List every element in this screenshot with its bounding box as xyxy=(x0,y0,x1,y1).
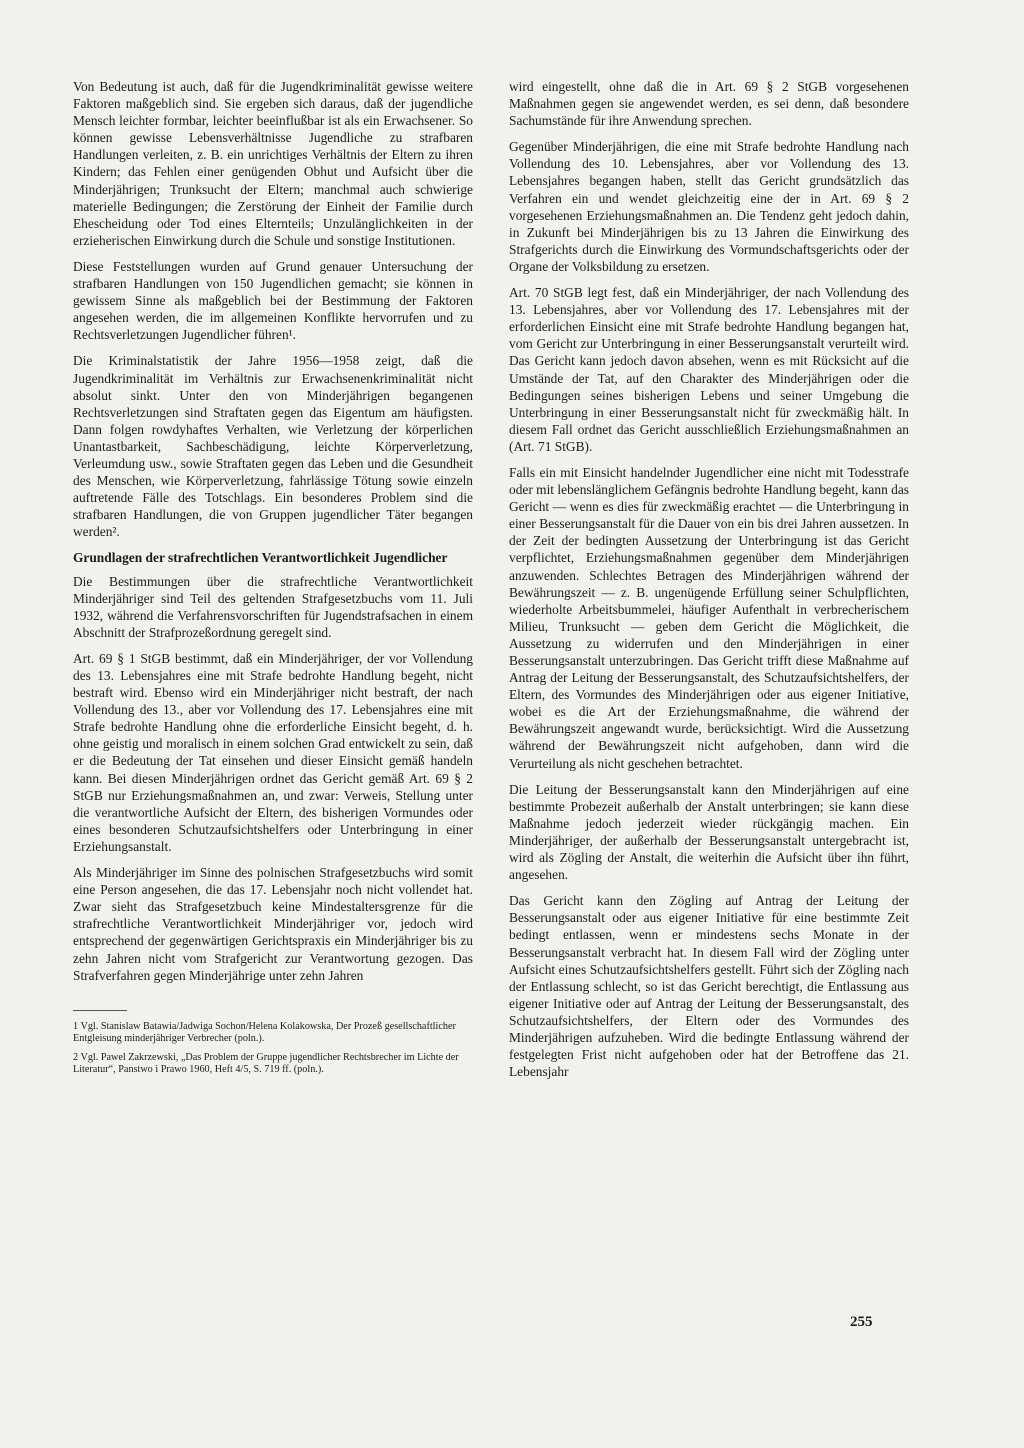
paragraph: Die Kriminalstatistik der Jahre 1956—1958 zeigt, daß die Jugendkriminalität im Verhältnis zur Erwachsenenkriminalität nicht absolut sinkt. Unter den von Minderjährigen begangenen Rechtsverletzungen sind Straftaten gegen das Eigentum am häufigsten. Dann folgen rowdyhaftes Verhalten, wie Verletzung der körperlichen Unantastbarkeit, Sachbeschädigung, leichte Körperverletzung, Verleumdung usw., sowie Straftaten gegen das Leben und die Gesundheit des Menschen, wie Körperverletzung, fahrlässige Tötung sowie einzeln auftretende Fälle des Totschlags. Ein besonderes Problem sind die strafbaren Handlungen, die von Gruppen jugendlicher Täter begangen werden². xyxy=(73,353,473,540)
paragraph: Als Minderjähriger im Sinne des polnischen Strafgesetzbuchs wird somit eine Person angesehen, die das 17. Lebensjahr noch nicht vollendet hat. Zwar sieht das Strafgesetzbuch keine Mindestaltersgrenze für die strafrechtliche Verantwortlichkeit Minderjähriger vor, jedoch wird entsprechend der gegenwärtigen Gerichtspraxis ein Minderjähriger bis zu zehn Jahren nicht vom Strafgericht zur Verantwortung gezogen. Das Strafverfahren gegen Minderjährige unter zehn Jahren xyxy=(73,865,473,983)
right-column xyxy=(509,78,909,1089)
left-column xyxy=(73,78,473,1083)
paragraph: Die Bestimmungen über die strafrechtliche Verantwortlichkeit Minderjähriger sind Teil des geltenden Strafgesetzbuchs vom 11. Juli 1932, während die Verfahrensvorschriften für Jugendstrafsachen in einem Abschnitt der Strafprozeßordnung geregelt sind. xyxy=(73,573,473,640)
paragraph: Von Bedeutung ist auch, daß für die Jugendkriminalität gewisse weitere Faktoren maßgeblich sind. Sie ergeben sich daraus, daß der jugendliche Mensch leichter formbar, leichter beeinflußbar ist als ein Erwachsener. So können gewisse Lebensverhältnisse Jugendliche zu strafbaren Handlungen verleiten, z. B. ein unrichtiges Verhältnis der Eltern zu ihren Kindern; das Fehlen einer genügenden Obhut und Aufsicht über die Minderjährigen; Trunksucht der Eltern; manchmal auch schwierige materielle Bedingungen; die Zerstörung der Einheit der Familie durch Ehescheidung oder Tod eines Elternteils; Unzulänglichkeiten in der erzieherischen Einwirkung durch die Schule und sonstige Institutionen. xyxy=(73,79,473,248)
paragraph: Das Gericht kann den Zögling auf Antrag der Leitung der Besserungsanstalt oder aus eigener Initiative für eine bestimmte Zeit bedingt entlassen, wenn er mindestens sechs Monate in der Besserungsanstalt verbracht hat. In diesem Fall wird der Zögling unter Aufsicht eines Schutzaufsichtshelfers gestellt. Führt sich der Zögling nach der Entlassung schlecht, so ist das Gericht berechtigt, die Entlassung aus eigener Initiative oder auf Antrag der Leitung der Besserungsanstalt, des Schutzaufsichtshelfers, der Eltern oder des Vormundes des Minderjährigen aufzuheben. Wird die bedingte Entlassung während der festgelegten Frist nicht aufgehoben oder hat der Betroffene das 21. Lebensjahr xyxy=(509,893,909,1080)
section-heading: Grundlagen der strafrechtlichen Verantwortlichkeit Jugendlicher xyxy=(73,550,448,566)
footnotes xyxy=(73,1000,473,1077)
paragraph: Falls ein mit Einsicht handelnder Jugendlicher eine nicht mit Todesstrafe oder mit lebenslänglichem Gefängnis bedrohte Handlung begeht, kann das Gericht — wenn es dies für zweckmäßig erachtet — die Unterbringung in einer Besserungsanstalt für die Dauer von ein bis drei Jahren aussetzen. In der Zeit der bedingten Aussetzung der Unterbringung ist das Gericht verpflichtet, Erziehungsmaßnahmen gegenüber dem Minderjährigen anzuwenden. Schlechtes Betragen des Minderjährigen während der Bewährungszeit — z. B. ungenügende Erfüllung seiner Schulpflichten, wiederholte Arbeitsbummelei, häufiger Aufenthalt in verbrecherischem Milieu, Trunksucht — geben dem Gericht die Möglichkeit, die Aussetzung zu widerrufen und den Minderjährigen in einer Besserungsanstalt unterzubringen. Das Gericht trifft diese Maßnahme auf Antrag der Leitung der Besserungsanstalt, des Schutzaufsichtshelfers, der Eltern, des Vormundes des Minderjährigen oder aus eigener Initiative, wobei es die Art der Erziehungsmaßnahme, die während der Bewährungszeit angewandt wurde, berücksichtigt. Wird die Aussetzung während der Bewährungszeit nicht aufgehoben, dann wird die Verurteilung als nicht geschehen betrachtet. xyxy=(509,464,909,771)
paragraph: Diese Feststellungen wurden auf Grund genauer Untersuchung der strafbaren Handlungen von 150 Jugendlichen gemacht; sie können in gewissem Sinne als maßgeblich bei der Bestimmung der Faktoren angesehen werden, die im allgemeinen Konflikte hervorrufen und zu Rechtsverletzungen Jugendlicher führen¹. xyxy=(73,258,473,343)
page-number: 255 xyxy=(850,1314,873,1330)
paragraph: Gegenüber Minderjährigen, die eine mit Strafe bedrohte Handlung nach Vollendung des 10. Lebensjahres, aber vor Vollendung des 13. Lebensjahres begangen haben, stellt das Gericht grundsätzlich das Verfahren ein und wendet gleichzeitig eine der in Art. 69 § 2 vorgesehenen Erziehungsmaßnahmen an. Die Tendenz geht jedoch dahin, in Zukunft bei Minderjährigen bis zu 13 Jahren die Einwirkung des Strafgerichts durch die Einwirkung des Vormundschaftsgerichts oder der Organe der Volksbildung zu ersetzen. xyxy=(509,139,909,274)
footnote-1: 1 Vgl. Stanislaw Batawia/Jadwiga Sochon/Helena Kolakowska, Der Prozeß gesellschaftlicher Entgleisung minderjähriger Verbrecher (poln.). xyxy=(73,1020,456,1045)
paragraph: Art. 69 § 1 StGB bestimmt, daß ein Minderjähriger, der vor Vollendung des 13. Lebensjahres eine mit Strafe bedrohte Handlung begeht, nicht bestraft wird. Ebenso wird ein Minderjähriger nicht bestraft, der nach Vollendung des 13., aber vor Vollendung des 17. Lebensjahres eine mit Strafe bedrohte Handlung ohne die erforderliche Einsicht begeht, d. h. ohne geistig und moralisch in einem solchen Grad entwickelt zu sein, daß er die Bedeutung der Tat einsehen und dieser Einsicht gemäß handeln kann. Bei diesen Minderjährigen ordnet das Gericht gemäß Art. 69 § 2 StGB nur Erziehungsmaßnahmen an, und zwar: Verweis, Stellung unter die verantwortliche Aufsicht der Eltern, des bisherigen Vormundes oder eines besonderen Schutzaufsichtshelfers oder Unterbringung in einer Erziehungsanstalt. xyxy=(73,650,473,854)
footnote-rule xyxy=(73,1010,127,1011)
paragraph: Die Leitung der Besserungsanstalt kann den Minderjährigen auf eine bestimmte Probezeit außerhalb der Anstalt unterbringen; sie kann diese Maßnahme jedoch jederzeit wieder rückgängig machen. Ein Minderjähriger, der außerhalb der Besserungsanstalt untergebracht ist, wird als Zögling der Anstalt, die weiterhin die Aufsicht über ihn führt, angesehen. xyxy=(509,781,909,883)
paragraph: Art. 70 StGB legt fest, daß ein Minderjähriger, der nach Vollendung des 13. Lebensjahres, aber vor Vollendung des 17. Lebensjahres mit der erforderlichen Einsicht eine mit Strafe bedrohte Handlung begangen hat, vom Gericht zur Unterbringung in einer Besserungsanstalt verurteilt wird. Das Gericht kann jedoch davon absehen, wenn es mit Rücksicht auf die Umstände der Tat, auf den Charakter des Minderjährigen oder die Bedingungen seines bisherigen Lebens und seiner Umgebung die Unterbringung in einer Besserungsanstalt nicht für zweckmäßig hält. In diesem Fall ordnet das Gericht ausschließlich Erziehungsmaßnahmen an (Art. 71 StGB). xyxy=(509,285,909,454)
paragraph: wird eingestellt, ohne daß die in Art. 69 § 2 StGB vorgesehenen Maßnahmen gegen sie angewendet werden, es sei denn, daß besondere Sachumstände für ihre Anwendung sprechen. xyxy=(509,79,909,129)
footnote-2: 2 Vgl. Pawel Zakrzewski, „Das Problem der Gruppe jugendlicher Rechtsbrecher im Lichte der Literatur“, Panstwo i Prawo 1960, Heft 4/5, S. 719 ff. (poln.). xyxy=(73,1051,459,1076)
